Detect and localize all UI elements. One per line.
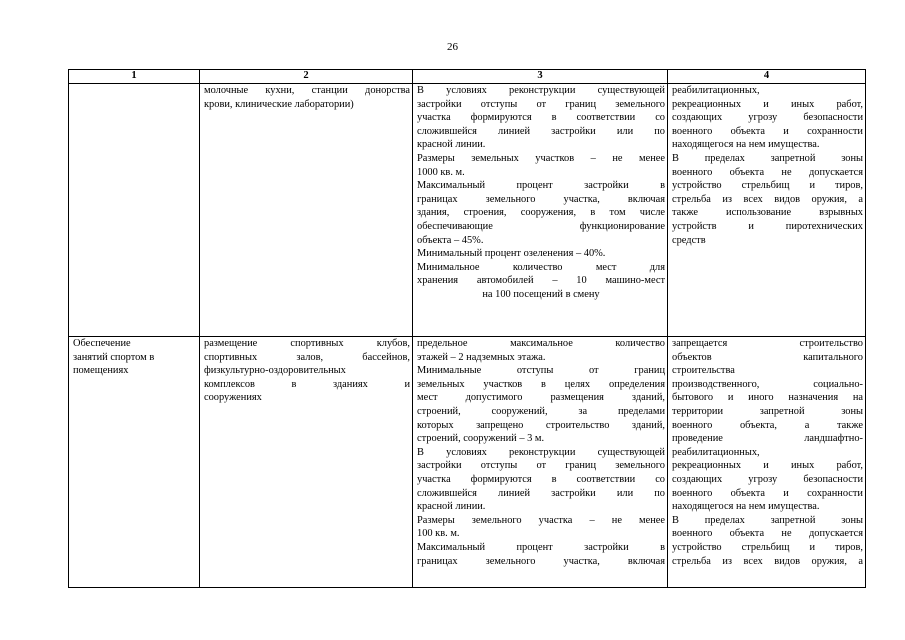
- text-line: находящегося на нем имущества.: [672, 501, 820, 513]
- page-number: 26: [447, 41, 458, 53]
- text-line: спортивных залов, бассейнов,: [204, 351, 410, 363]
- text-line: средств: [672, 234, 706, 246]
- text-line: молочные кухни, станции донорства: [204, 85, 410, 96]
- column-header-4: 4: [668, 70, 866, 84]
- text-line: рекреационных и иных работ,: [672, 98, 863, 110]
- text-line: военного объекта, а также: [672, 419, 863, 431]
- text-line: военного объекта и сохранности: [672, 125, 863, 137]
- text-line: устройство стрельбищ и тиров,: [672, 180, 863, 192]
- table-header-row: [69, 70, 866, 84]
- text-line: рекреационных и иных работ,: [672, 460, 863, 472]
- text-line: Обеспечение: [73, 338, 131, 349]
- text-line: объектов капитального: [672, 351, 863, 363]
- text-line: производственного, социально-: [672, 378, 863, 390]
- text-line: на 100 посещений в смену: [482, 288, 600, 300]
- text-line: находящегося на нем имущества.: [672, 139, 820, 151]
- text-line: объекта – 45%.: [417, 234, 484, 246]
- text-line: создающих угрозу безопасности: [672, 473, 863, 485]
- text-line: 1000 кв. м.: [417, 166, 465, 178]
- text-line: Максимальный процент застройки в: [417, 180, 665, 192]
- text-line: помещениях: [73, 365, 129, 377]
- text-line: Минимальные отступы от границ: [417, 365, 665, 377]
- column-header-2: 2: [200, 70, 413, 84]
- text-line: застройки отступы от границ земельного: [417, 460, 665, 472]
- text-line: земельных участков в целях определения: [417, 378, 665, 390]
- text-line: красной линии.: [417, 501, 486, 513]
- text-line: которых запрещено строительство зданий,: [417, 419, 665, 431]
- regulations-table: [68, 69, 866, 588]
- restrictions-cell: [668, 337, 866, 588]
- text-line: также использование взрывных: [672, 207, 863, 219]
- text-line: физкультурно-оздоровительных: [204, 365, 346, 377]
- text-line: Минимальное количество мест для: [417, 261, 665, 273]
- text-line: красной линии.: [417, 139, 486, 151]
- construction-parameters-cell: [413, 84, 668, 337]
- permitted-use-description-cell: [200, 337, 413, 588]
- text-line: участка формируются в соответствии со: [417, 473, 665, 485]
- text-line: строений, сооружений, за пределами: [417, 405, 665, 417]
- text-line: военного объекта не допускается: [672, 166, 863, 178]
- text-line: В пределах запретной зоны: [672, 152, 863, 164]
- text-line: создающих угрозу безопасности: [672, 112, 863, 124]
- text-line: запрещается строительство: [672, 338, 863, 349]
- text-line: крови, клинические лаборатории): [204, 98, 354, 110]
- activity-type-cell: [69, 337, 200, 588]
- restrictions-cell: [668, 84, 866, 337]
- text-line: стрельба из всех видов оружия, а: [672, 193, 863, 205]
- text-line: стрельба из всех видов оружия, а: [672, 555, 863, 567]
- text-line: занятий спортом в: [73, 351, 155, 363]
- text-line: участка формируются в соответствии со: [417, 112, 665, 124]
- column-header-1: 1: [69, 70, 200, 84]
- text-line: обеспечивающие функционирование: [417, 220, 665, 232]
- permitted-use-description-cell: [200, 84, 413, 337]
- text-line: проведение ландшафтно-: [672, 433, 863, 445]
- text-line: Размеры земельных участков – не менее: [417, 152, 665, 164]
- text-line: застройки отступы от границ земельного: [417, 98, 665, 110]
- text-line: устройств и пиротехнических: [672, 220, 863, 232]
- text-line: строительства: [672, 365, 735, 377]
- text-line: бытового и иного назначения на: [672, 392, 863, 404]
- text-line: реабилитационных,: [672, 446, 760, 458]
- text-line: устройство стрельбищ и тиров,: [672, 541, 863, 553]
- text-line: границах земельного участка, включая: [417, 193, 665, 205]
- text-line: территории запретной зоны: [672, 405, 863, 417]
- text-line: мест допустимого размещения зданий,: [417, 392, 665, 404]
- text-line: В условиях реконструкции существующей: [417, 85, 665, 96]
- text-line: В пределах запретной зоны: [672, 514, 863, 526]
- column-header-3: 3: [413, 70, 668, 84]
- text-line: реабилитационных,: [672, 85, 760, 96]
- text-line: хранения автомобилей – 10 машино-мест: [417, 275, 665, 287]
- text-line: 100 кв. м.: [417, 528, 460, 540]
- text-line: В условиях реконструкции существующей: [417, 446, 665, 458]
- text-line: сооружениях: [204, 392, 262, 404]
- table-row: [69, 337, 866, 588]
- text-line: военного объекта не допускается: [672, 528, 863, 540]
- text-line: Максимальный процент застройки в: [417, 541, 665, 553]
- text-line: этажей – 2 надземных этажа.: [417, 351, 546, 363]
- text-line: сложившейся линией застройки или по: [417, 487, 665, 499]
- text-line: строений, сооружений – 3 м.: [417, 433, 545, 445]
- text-line: размещение спортивных клубов,: [204, 338, 410, 349]
- text-line: предельное максимальное количество: [417, 338, 665, 349]
- text-line: военного объекта и сохранности: [672, 487, 863, 499]
- construction-parameters-cell: [413, 337, 668, 588]
- text-line: Минимальный процент озеленения – 40%.: [417, 248, 606, 260]
- text-line: сложившейся линией застройки или по: [417, 125, 665, 137]
- table-row: [69, 84, 866, 337]
- text-line: комплексов в зданиях и: [204, 378, 410, 390]
- text-line: здания, строения, сооружения, в том числе: [417, 207, 665, 219]
- text-line: Размеры земельного участка – не менее: [417, 514, 665, 526]
- activity-type-cell: [69, 84, 200, 337]
- text-line: границах земельного участка, включая: [417, 555, 665, 567]
